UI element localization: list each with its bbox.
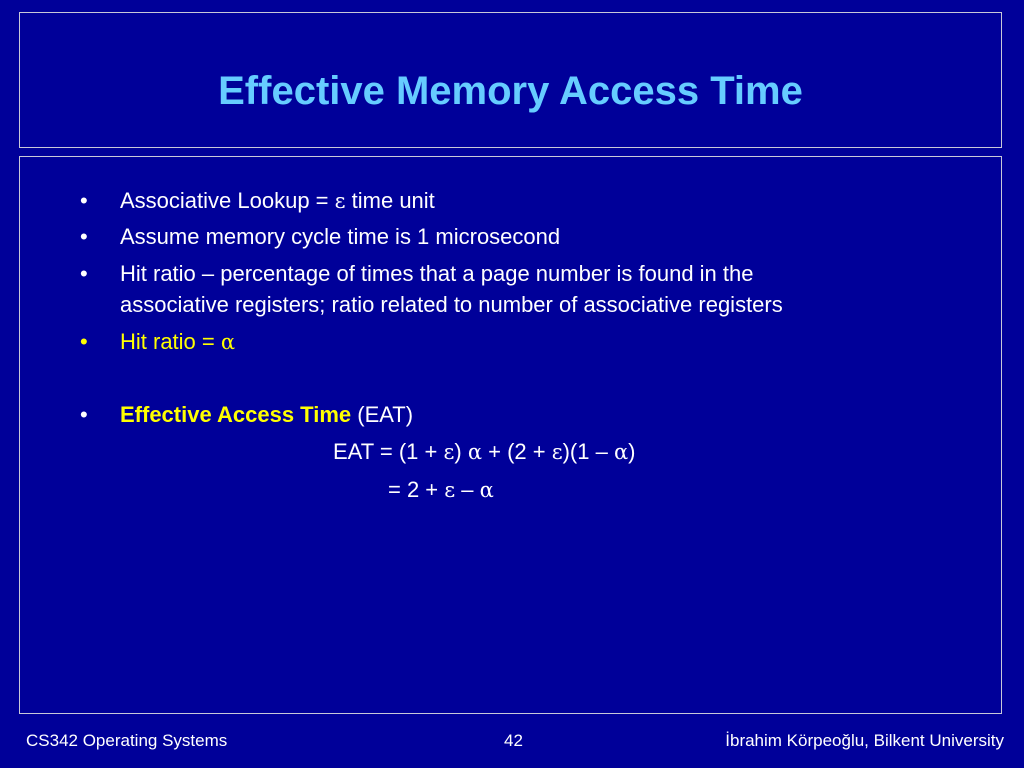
eq-part: )(1 –: [562, 439, 614, 464]
footer-author: İbrahim Körpeoğlu, Bilkent University: [725, 731, 1004, 750]
bullet-line-1: Hit ratio – percentage of times that a page number is found in the: [120, 261, 754, 286]
bullet-text: [120, 326, 920, 358]
bullet-bold-term: Effective Access Time: [120, 402, 352, 427]
bullet-text: [120, 258, 920, 320]
bullet-marker: •: [80, 261, 88, 286]
bullet-marker: •: [80, 402, 88, 427]
eq-part: ): [628, 439, 636, 464]
bullet-suffix: (EAT): [351, 402, 414, 427]
bullet-marker: •: [80, 188, 88, 213]
slide-title: Effective Memory Access Time: [218, 69, 803, 113]
eq-part: = 2 +: [388, 477, 445, 502]
epsilon-symbol: ε: [551, 440, 563, 464]
title-frame: [19, 12, 1002, 148]
epsilon-symbol: ε: [334, 189, 346, 213]
alpha-symbol: α: [479, 478, 494, 502]
eat-equation-line-2: [388, 474, 494, 506]
footer-page-number: 42: [504, 731, 523, 750]
footer-course: CS342 Operating Systems: [26, 731, 228, 750]
eat-equation-line-1: [333, 436, 635, 468]
eq-part: + (2 +: [482, 439, 552, 464]
bullet-prefix: Associative Lookup =: [120, 188, 335, 213]
alpha-symbol: α: [467, 440, 482, 464]
bullet-marker: •: [80, 224, 88, 249]
bullet-marker: •: [80, 329, 88, 354]
bullet-text: [120, 399, 920, 430]
alpha-symbol: α: [613, 440, 629, 464]
eq-part: –: [455, 477, 480, 502]
eq-part: ): [454, 439, 468, 464]
bullet-line-2: associative registers; ratio related to number of associative registers: [120, 292, 783, 317]
bullet-prefix: Hit ratio =: [120, 329, 221, 354]
bullet-text: [120, 185, 920, 217]
eq-part: EAT = (1 +: [333, 439, 444, 464]
alpha-symbol: α: [220, 330, 236, 354]
epsilon-symbol: ε: [443, 440, 455, 464]
bullet-text: Assume memory cycle time is 1 microsecond: [120, 224, 561, 249]
epsilon-symbol: ε: [444, 478, 456, 502]
bullet-suffix: time unit: [345, 188, 435, 213]
